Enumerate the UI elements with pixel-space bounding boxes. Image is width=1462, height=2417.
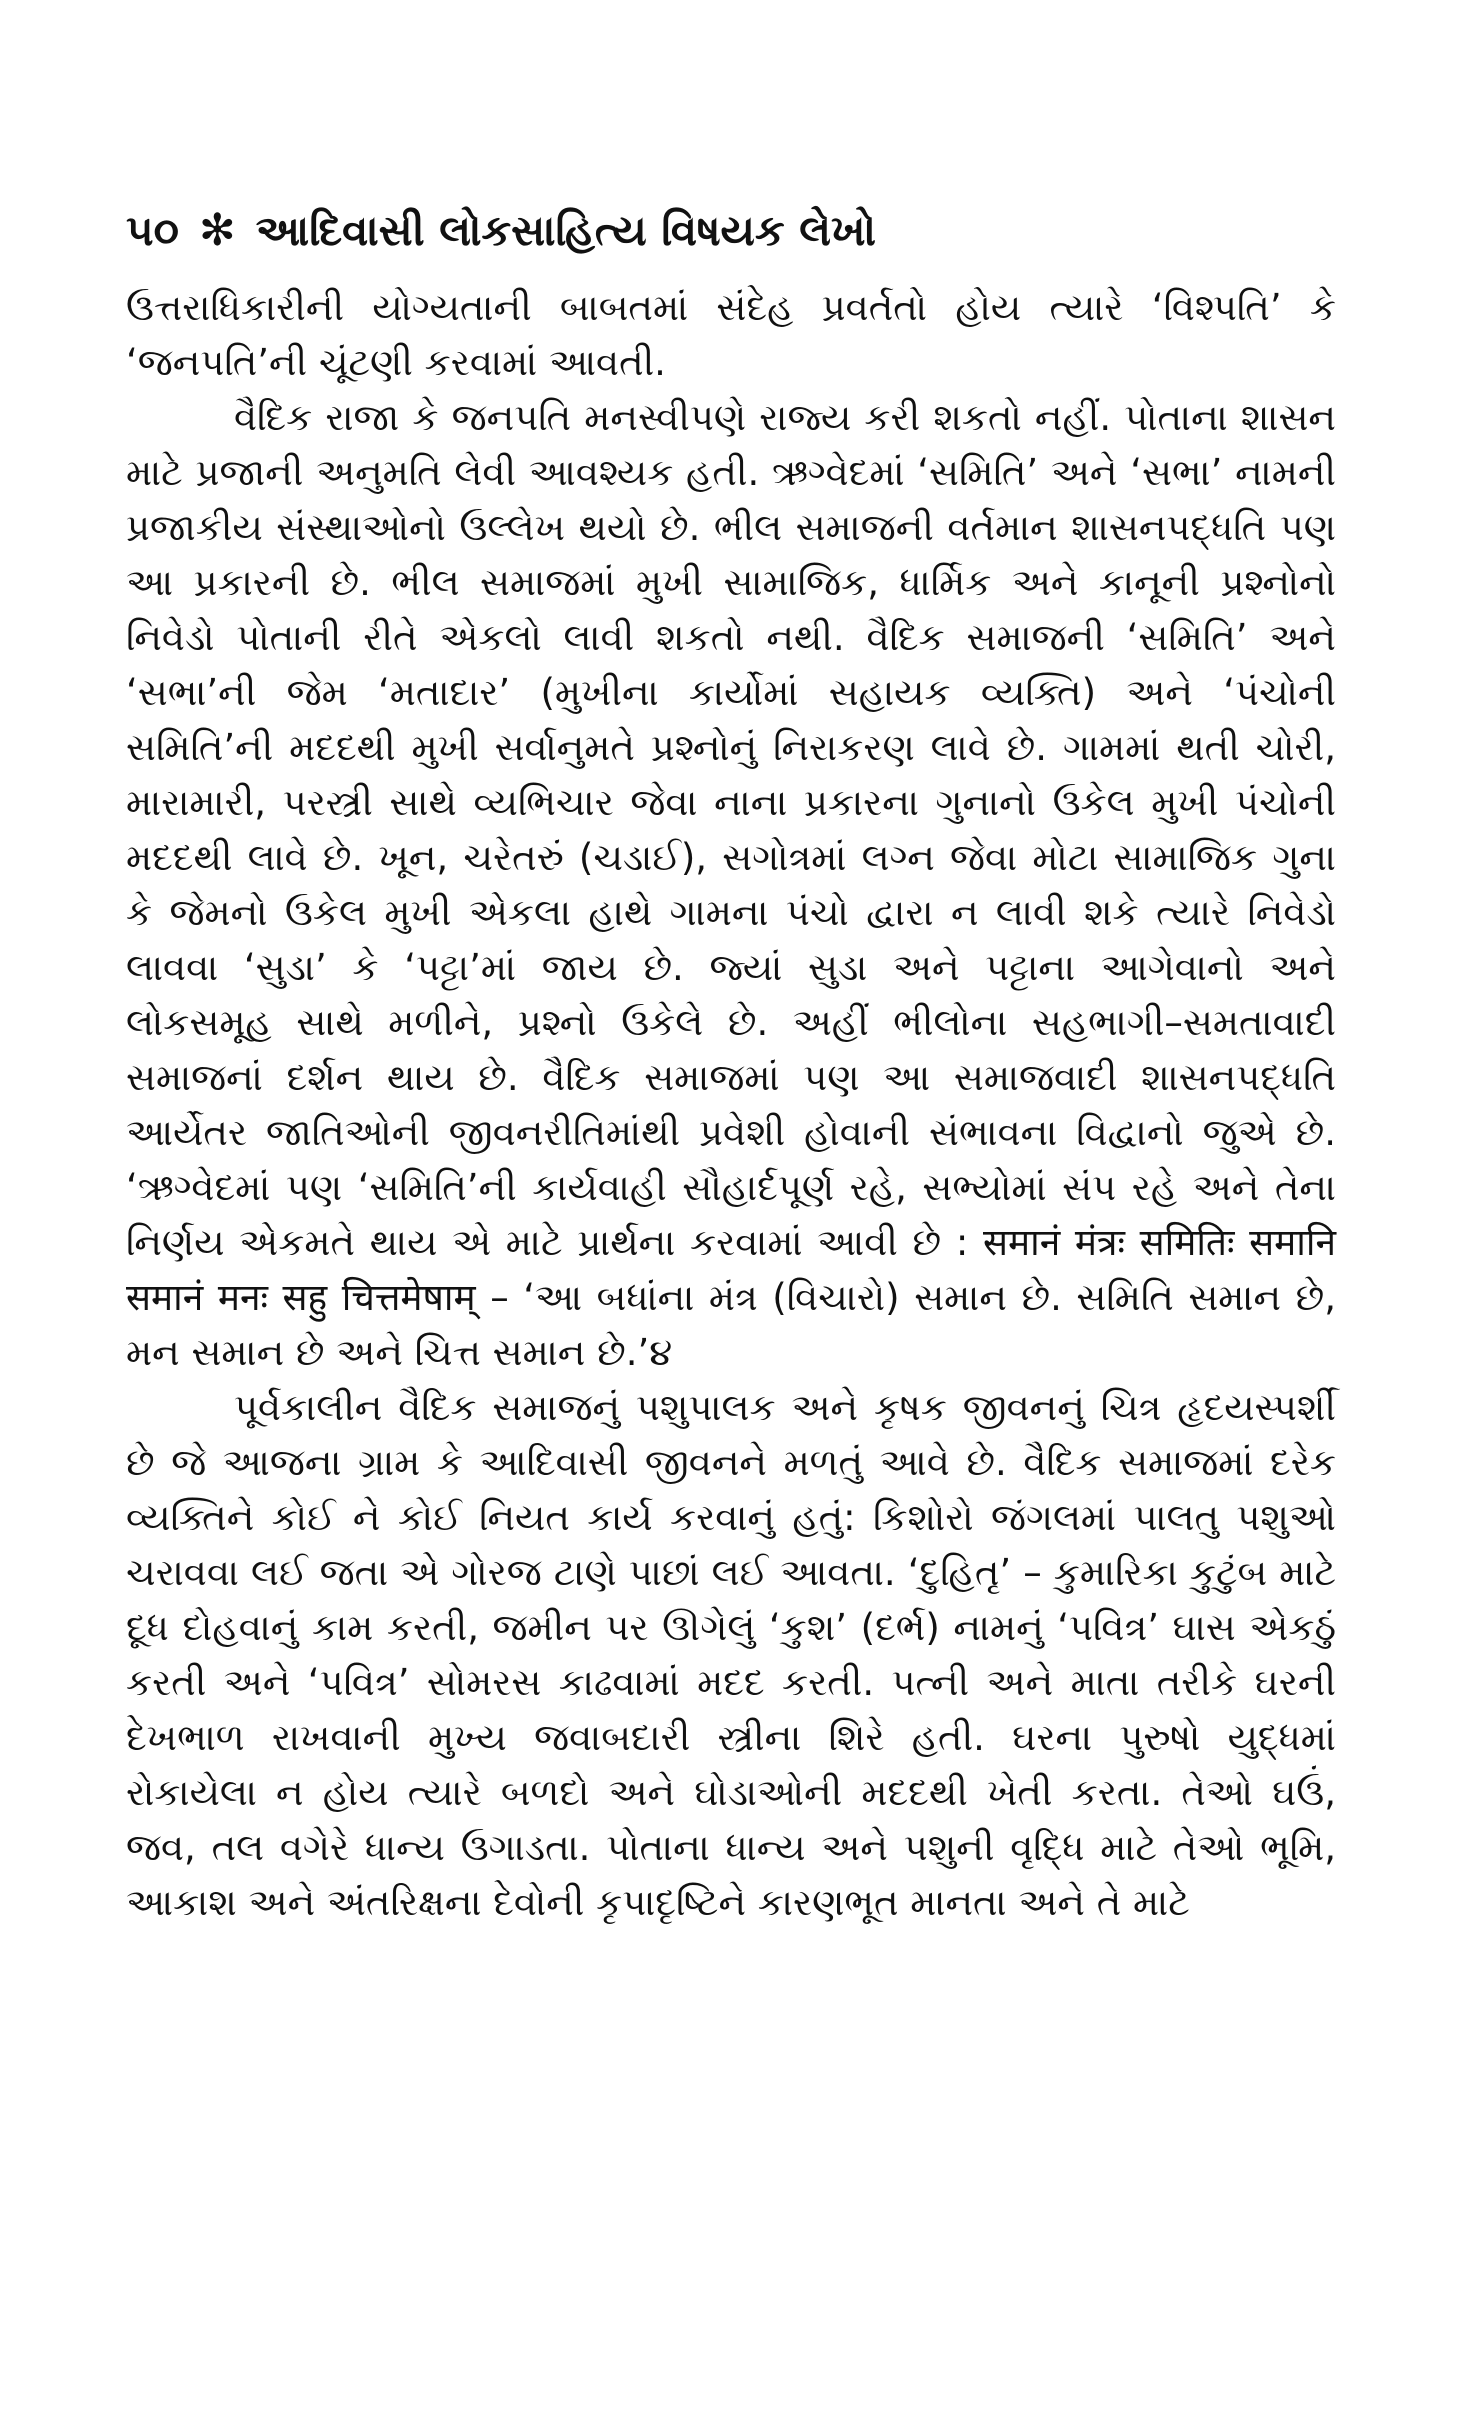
paragraph-3: પૂર્વકાલીન વૈદિક સમાજનું પશુપાલક અને કૃષક જીવનનું ચિત્ર હૃદયસ્પર્શી છે જે આજના ગ્રામ કે આદિવાસી જીવનને મળતું આવે છે. વૈદિક સમાજમાં દરેક વ્યક્તિને કોઈ ને કોઈ નિયત કાર્ય કરવાનું હતું: કિશોરો જંગલમાં પાલતુ પશુઓ ચરાવવા લઈ જતા એ ગોરજ ટાણે પાછાં લઈ આવતા. ‘દુહિતૃ’ – કુમારિકા કુટુંબ માટે દૂધ દોહવાનું કામ કરતી, જમીન પર ઊગેલું ‘કુશ’ (દર્ભ) નામનું ‘પવિત્ર’ ઘાસ એકઠું કરતી અને ‘પવિત્ર’ સોમરસ કાઢવામાં મદદ કરતી. પત્ની અને માતા તરીકે ઘરની દેખભાળ રાખવાની મુખ્ય જવાબદારી સ્ત્રીના શિરે હતી. ઘરના પુરુષો યુદ્ધમાં રોકાયેલા ન હોય ત્યારે બળદો અને ઘોડાઓની મદદથી ખેતી કરતા. તેઓ ઘઉં, જવ, તલ વગેરે ધાન્ય ઉગાડતા. પોતાના ધાન્ય અને પશુની વૃદ્ધિ માટે તેઓ ભૂમિ, આકાશ અને અંતરિક્ષના દેવોની કૃપાદૃષ્ટિને કારણભૂત માનતા અને તે માટે xyxy=(126,1386,1336,1924)
running-header xyxy=(126,196,1336,266)
paragraph-1: ઉત્તરાધિકારીની યોગ્યતાની બાબતમાં સંદેહ પ્રવર્તતો હોય ત્યારે ‘વિશ્પતિ’ કે ‘જનપતિ’ની ચૂંટણી કરવામાં આવતી. xyxy=(126,286,1336,384)
running-title: આદિવાસી લોકસાહિત્ય વિષયક લેખો xyxy=(255,206,876,255)
page-body xyxy=(126,280,1336,1930)
asterisk-separator-icon: ✻ xyxy=(198,205,236,256)
page-number: ૫૦ xyxy=(126,206,179,255)
paragraph-2: વૈદિક રાજા કે જનપતિ મનસ્વીપણે રાજ્ય કરી શકતો નહીં. પોતાના શાસન માટે પ્રજાની અનુમતિ લેવી આવશ્યક હતી. ઋગ્વેદમાં ‘સમિતિ’ અને ‘સભા’ નામની પ્રજાકીય સંસ્થાઓનો ઉલ્લેખ થયો છે. ભીલ સમાજની વર્તમાન શાસનપદ્ધતિ પણ આ પ્રકારની છે. ભીલ સમાજમાં મુખી સામાજિક, ધાર્મિક અને કાનૂની પ્રશ્નોનો નિવેડો પોતાની રીતે એકલો લાવી શકતો નથી. વૈદિક સમાજની ‘સમિતિ’ અને ‘સભા’ની જેમ ‘મતાદાર’ (મુખીના કાર્યોમાં સહાયક વ્યક્તિ) અને ‘પંચોની સમિતિ’ની મદદથી મુખી સર્વાનુમતે પ્રશ્નોનું નિરાકરણ લાવે છે. ગામમાં થતી ચોરી, મારામારી, પરસ્ત્રી સાથે વ્યભિચાર જેવા નાના પ્રકારના ગુનાનો ઉકેલ મુખી પંચોની મદદથી લાવે છે. ખૂન, ચરેતરું (ચડાઈ), સગોત્રમાં લગ્ન જેવા મોટા સામાજિક ગુના કે જેમનો ઉકેલ મુખી એકલા હાથે ગામના પંચો દ્વારા ન લાવી શકે ત્યારે નિવેડો લાવવા ‘સુડા’ કે ‘પટ્ટા’માં જાય છે. જ્યાં સુડા અને પટ્ટાના આગેવાનો અને લોકસમૂહ સાથે મળીને, પ્રશ્નો ઉકેલે છે. અહીં ભીલોના સહભાગી–સમતાવાદી સમાજનાં દર્શન થાય છે. વૈદિક સમાજમાં પણ આ સમાજવાદી શાસનપદ્ધતિ આર્યેતર જાતિઓની જીવનરીતિમાંથી પ્રવેશી હોવાની સંભાવના વિદ્વાનો જુએ છે. ‘ઋગ્વેદમાં પણ ‘સમિતિ’ની કાર્યવાહી સૌહાર્દપૂર્ણ રહે, સભ્યોમાં સંપ રહે અને તેના નિર્ણય એકમતે થાય એ માટે પ્રાર્થના કરવામાં આવી છે : समानं मंत्रः समितिः समानि समानं मनः सहु चित्तमेषाम् – ‘આ બધાંના મંત્ર (વિચારો) સમાન છે. સમિતિ સમાન છે, મન સમાન છે અને ચિત્ત સમાન છે.’૪ xyxy=(126,396,1336,1374)
